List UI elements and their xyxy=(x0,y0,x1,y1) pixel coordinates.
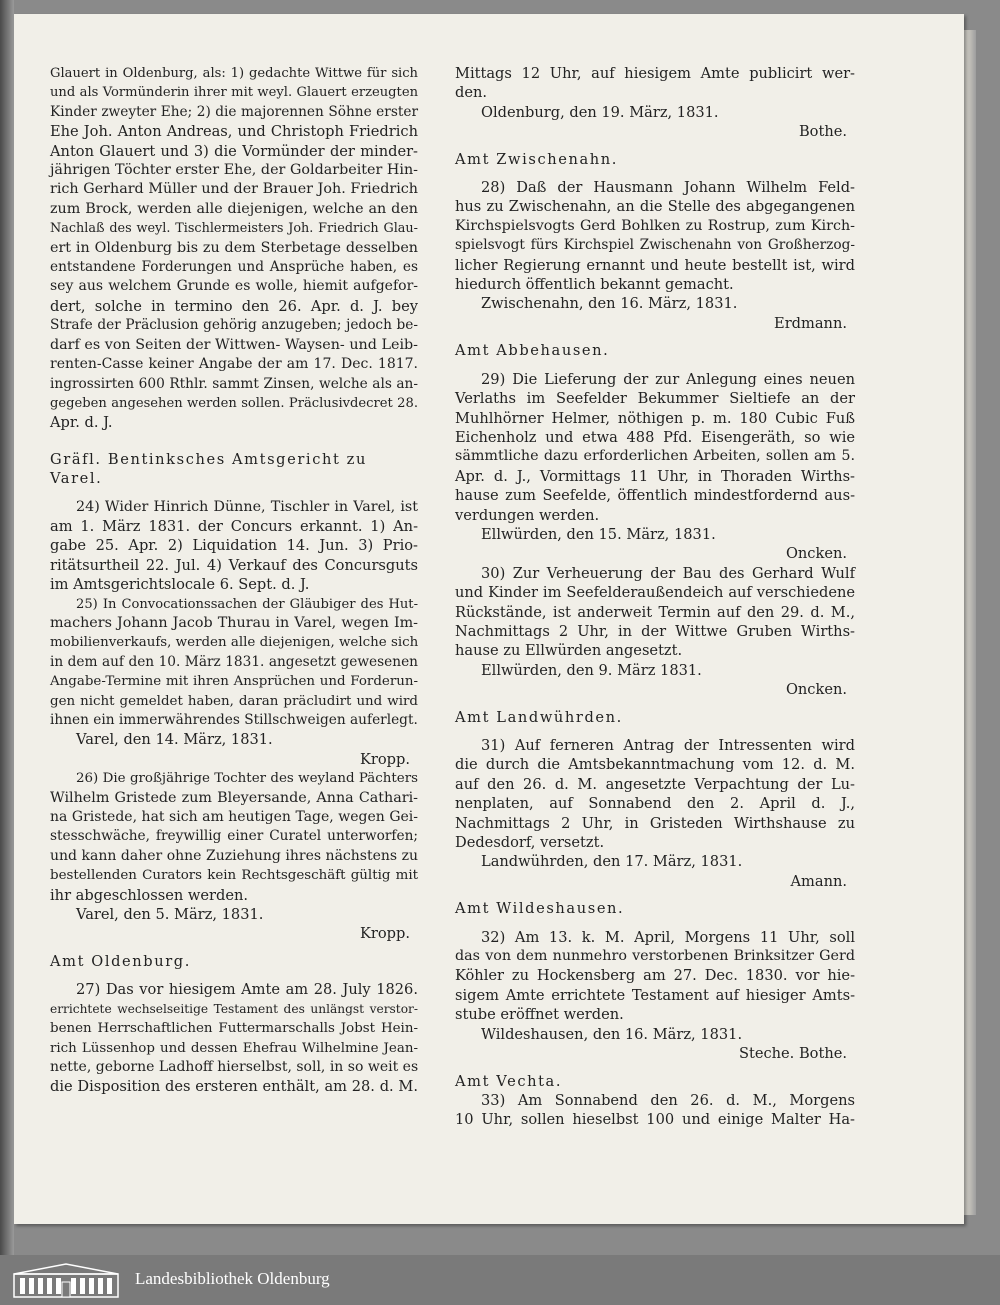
text-line: Bothe. xyxy=(798,123,847,141)
text-line: ihnen ein immerwährendes Stillschweigen auferlegt. xyxy=(50,712,418,728)
text-line: zum Brock, werden alle diejenigen, welche an den xyxy=(50,200,418,217)
text-line: spielsvogt fürs Kirchspiel Zwischenahn von Großherzog- xyxy=(455,237,855,254)
text-line: 25) In Convocationssachen der Gläubiger des Hut- xyxy=(76,596,418,612)
section-heading: Gräfl. Bentinksches Amtsgericht zu Varel. xyxy=(50,450,367,488)
text-line: rich Gerhard Müller und der Brauer Joh. Friedrich xyxy=(50,181,418,198)
text-line: stube eröffnet werden. xyxy=(455,1006,624,1024)
text-line: nette, geborne Ladhoff hierselbst, soll, in so weit es xyxy=(50,1058,419,1075)
paragraph-gap xyxy=(50,433,418,442)
text-line: 29) Die Lieferung der zur Anlegung eines neuen xyxy=(481,370,855,388)
text-line: ingrossirten 600 Rthlr. sammt Zinsen, welche als an- xyxy=(50,375,418,392)
text-line: Köhler zu Hockensberg am 27. Dec. 1830. vor hie- xyxy=(455,967,855,985)
text-line: Wildeshausen, den 16. März, 1831. xyxy=(481,1025,743,1043)
text-line: Oncken. xyxy=(785,681,847,699)
text-line: Landwührden, den 17. März, 1831. xyxy=(481,853,743,871)
text-line: Nachmittags 2 Uhr, in Gristeden Wirthshause zu xyxy=(455,814,855,832)
paragraph-gap xyxy=(455,727,855,736)
section-heading: Amt Landwührden. xyxy=(455,708,623,726)
text-line: 24) Wider Hinrich Dünne, Tischler in Varel, ist xyxy=(76,498,418,515)
page-stack-edge xyxy=(962,30,976,1215)
text-line: ihr abgeschlossen werden. xyxy=(50,886,248,904)
right-text-column xyxy=(455,64,855,1130)
text-line: jährigen Töchter erster Ehe, der Goldarbeiter Hin- xyxy=(50,162,418,179)
text-line: 32) Am 13. k. M. April, Morgens 11 Uhr, soll xyxy=(481,928,855,946)
text-line: 28) Daß der Hausmann Johann Wilhelm Feld- xyxy=(481,179,855,197)
book-spine-edge xyxy=(0,0,14,1255)
text-line: Nachlaß des weyl. Tischlermeisters Joh. Friedrich Glau- xyxy=(50,221,418,237)
paragraph-gap xyxy=(455,169,855,178)
text-line: Varel, den 14. März, 1831. xyxy=(76,731,273,749)
text-line: rich Lüssenhop und dessen Ehefrau Wilhelmine Jean- xyxy=(50,1040,418,1056)
text-line: Zwischenahn, den 16. März, 1831. xyxy=(481,295,738,313)
text-line: hause zu Ellwürden angesetzt. xyxy=(455,642,683,660)
text-line: Kirchspielsvogts Gerd Bohlken zu Rostrup, zum Kirch- xyxy=(455,217,855,234)
text-line: Erdmann. xyxy=(774,314,847,332)
text-line: auf den 26. d. M. angesetzte Verpachtung der Lu- xyxy=(455,775,855,793)
text-line: licher Regierung ernannt und heute bestellt ist, wird xyxy=(455,256,855,274)
text-line: am 1. März 1831. der Concurs erkannt. 1) An- xyxy=(50,517,418,535)
text-line: Mittags 12 Uhr, auf hiesigem Amte publicirt wer- xyxy=(455,65,855,82)
text-line: sämmtliche dazu erforderlichen Arbeiten, sollen am 5. xyxy=(455,448,855,465)
text-line: ritätsurtheil 22. Jul. 4) Verkauf des Concursguts xyxy=(50,556,418,574)
text-line: bestellenden Curators kein Rechtsgeschäft gültig mit xyxy=(50,868,418,884)
text-line: Eichenholz und etwa 488 Pfd. Eisengeräth, so wie xyxy=(455,428,855,446)
footer-bar xyxy=(0,1255,1000,1305)
text-line: Amann. xyxy=(790,872,847,890)
text-line: darf es von Seiten der Wittwen- Waysen- und Leib- xyxy=(50,336,418,353)
text-line: Verlaths im Seefelder Bekummer Sieltiefe an der xyxy=(455,390,855,408)
text-line: Kinder zweyter Ehe; 2) die majorennen Söhne erster xyxy=(50,103,418,120)
text-line: im Amtsgerichtslocale 6. Sept. d. J. xyxy=(50,576,310,594)
section-heading: Amt Vechta. xyxy=(455,1072,563,1090)
text-line: den. xyxy=(455,84,488,102)
text-line: Wilhelm Gristede zum Bleyersande, Anna Cathari- xyxy=(50,789,418,806)
text-line: Apr. d. J., Vormittags 11 Uhr, in Thoraden Wirths- xyxy=(455,467,855,485)
text-line: stesschwäche, freywillig einer Curatel unterworfen; xyxy=(50,828,418,845)
text-line: und kann daher ohne Zuziehung ihres nächstens zu xyxy=(50,847,418,864)
paragraph-gap xyxy=(455,919,855,928)
text-line: mobilienverkaufs, werden alle diejenigen, welche sich xyxy=(50,635,419,651)
text-line: entstandene Forderungen und Ansprüche haben, es xyxy=(50,259,418,276)
paragraph-gap xyxy=(50,971,418,980)
text-line: 33) Am Sonnabend den 26. d. M., Morgens xyxy=(481,1091,855,1109)
paragraph-gap xyxy=(455,361,855,370)
section-heading: Amt Oldenburg. xyxy=(50,952,191,970)
text-line: 26) Die großjährige Tochter des weyland Pächters xyxy=(76,771,418,787)
text-line: Nachmittags 2 Uhr, in der Wittwe Gruben Wirths- xyxy=(455,622,855,640)
text-line: Kropp. xyxy=(360,750,410,768)
text-line: benen Herrschaftlichen Futtermarschalls Jobst Hein- xyxy=(50,1021,418,1037)
text-line: das von dem nunmehro verstorbenen Brinksitzer Gerd xyxy=(455,948,855,965)
text-line: nenplaten, auf Sonnabend den 2. April d. J., xyxy=(455,795,855,813)
text-line: sey aus welchem Grunde es wolle, hiemit aufgefor- xyxy=(50,278,418,295)
text-line: Steche. Bothe. xyxy=(738,1045,847,1063)
text-line: 10 Uhr, sollen hieselbst 100 und einige Malter Ha- xyxy=(455,1111,855,1129)
text-line: Apr. d. J. xyxy=(50,414,113,432)
text-line: hiedurch öffentlich bekannt gemacht. xyxy=(455,276,734,294)
text-line: Varel, den 5. März, 1831. xyxy=(76,906,264,924)
text-line: errichtete wechselseitige Testament des unlängst verstor- xyxy=(50,1001,418,1016)
text-line: und Kinder im Seefelderaußendeich auf verschiedene xyxy=(455,584,855,602)
text-line: dert, solche in termino den 26. Apr. d. J. bey xyxy=(50,297,418,315)
text-line: Ellwürden, den 15. März, 1831. xyxy=(481,525,716,543)
text-line: Angabe-Termine mit ihren Ansprüchen und Forderun- xyxy=(50,674,418,690)
section-heading: Amt Zwischenahn. xyxy=(455,150,619,168)
text-line: Anton Glauert und 3) die Vormünder der minder- xyxy=(50,142,418,160)
text-line: hause zum Seefelde, öffentlich mindestfordernd aus- xyxy=(455,487,855,505)
text-line: Muhlhörner Helmer, nöthigen p. m. 180 Cubic Fuß xyxy=(455,409,855,427)
text-line: hus zu Zwischenahn, an die Stelle des abgegangenen xyxy=(455,198,855,216)
text-line: Dedesdorf, versetzt. xyxy=(455,834,605,852)
text-line: Rückstände, ist anderweit Termin auf den 29. d. M., xyxy=(455,603,855,621)
text-line: Glauert in Oldenburg, als: 1) gedachte Wittwe für sich xyxy=(50,66,418,81)
left-text-column xyxy=(50,64,418,1097)
text-line: renten-Casse keiner Angabe der am 17. Dec. 1817. xyxy=(50,356,418,373)
text-line: na Gristede, hat sich am heutigen Tage, wegen Gei- xyxy=(50,809,418,826)
text-line: gen nicht gemeldet haben, daran präcludirt und wird xyxy=(50,693,418,709)
text-line: 27) Das vor hiesigem Amte am 28. July 1826. xyxy=(76,981,418,999)
text-line: die durch die Amtsbekanntmachung vom 12. d. M. xyxy=(455,756,855,774)
text-line: gegeben angesehen werden sollen. Präclusivdecret 28. xyxy=(50,395,418,411)
text-line: sigem Amte errichtete Testament auf hiesiger Amts- xyxy=(455,986,855,1004)
text-line: Kropp. xyxy=(360,925,410,943)
section-heading: Amt Abbehausen. xyxy=(455,342,610,360)
text-line: Ellwürden, den 9. März 1831. xyxy=(481,661,702,679)
text-line: Oldenburg, den 19. März, 1831. xyxy=(481,103,719,121)
text-line: in dem auf den 10. März 1831. angesetzt gewesenen xyxy=(50,653,418,670)
text-line: Strafe der Präclusion gehörig anzugeben; jedoch be- xyxy=(50,317,418,334)
text-line: und als Vormünderin ihrer mit weyl. Glauert erzeugten xyxy=(50,85,418,101)
text-line: Oncken. xyxy=(785,545,847,563)
text-line: machers Johann Jacob Thurau in Varel, wegen Im- xyxy=(50,614,418,631)
section-heading: Amt Wildeshausen. xyxy=(455,900,625,918)
paragraph-gap xyxy=(50,489,418,498)
text-line: 30) Zur Verheuerung der Bau des Gerhard Wulf xyxy=(481,564,855,582)
library-building-logo-icon xyxy=(12,1262,120,1299)
text-line: gabe 25. Apr. 2) Liquidation 14. Jun. 3) Prio- xyxy=(50,537,418,555)
text-line: die Disposition des ersteren enthält, am 28. d. M. xyxy=(50,1078,418,1096)
text-line: ert in Oldenburg bis zu dem Sterbetage desselben xyxy=(50,239,418,256)
text-line: 31) Auf ferneren Antrag der Intressenten wird xyxy=(481,737,855,754)
library-name: Landesbibliothek Oldenburg xyxy=(135,1269,330,1288)
text-line: verdungen werden. xyxy=(455,506,600,524)
text-line: Ehe Joh. Anton Andreas, und Christoph Friedrich xyxy=(50,123,418,141)
